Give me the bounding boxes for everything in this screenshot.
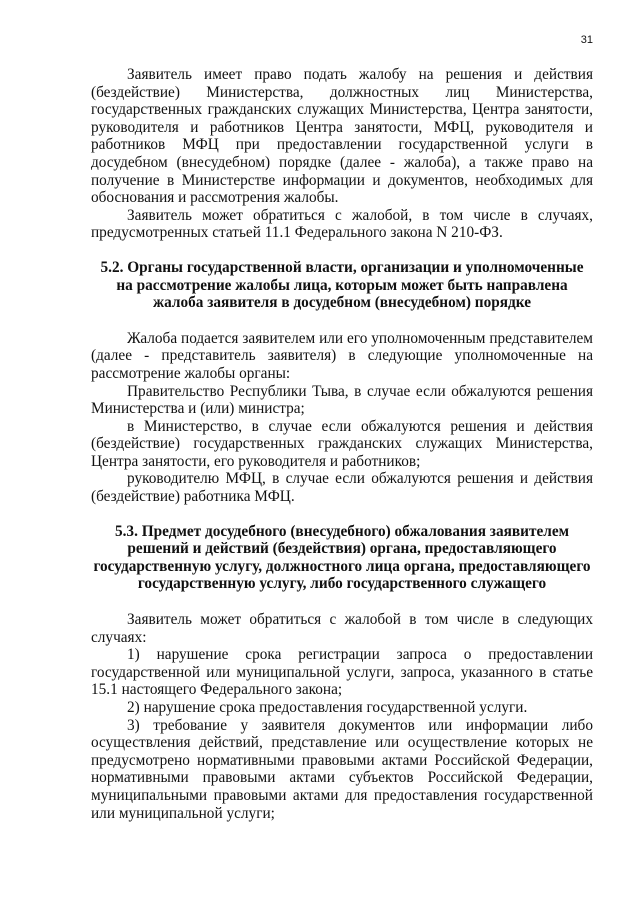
paragraph-ministry: в Министерство, в случае если обжалуются решения и действия (бездействие) государственных гражданских служащих Министерства, Центра занятости, его руководителя и работников; bbox=[91, 417, 593, 470]
section-heading-5-2: 5.2. Органы государственной власти, организации и уполномоченные на рассмотрение жалобы лица, которым может быть направлена жалоба заявителя в досудебном (внесудебном) порядке bbox=[100, 258, 584, 312]
list-item-2: 2) нарушение срока предоставления государственной услуги. bbox=[127, 699, 528, 716]
paragraph-mfc-head: руководителю МФЦ, в случае если обжалуются решения и действия (бездействие) работника МФЦ. bbox=[91, 470, 593, 506]
paragraph-complaint-cases: Заявитель может обратиться с жалобой, в том числе в случаях, предусмотренных статьей 11.1 Федерального закона N 210-ФЗ. bbox=[91, 206, 593, 242]
paragraph-complaint-submission: Жалоба подается заявителем или его уполномоченным представителем (далее - представитель заявителя) в следующие уполномоченные на рассмотрение жалобы органы: bbox=[91, 329, 593, 382]
paragraph-right-to-complain: Заявитель имеет право подать жалобу на решения и действия (бездействие) Министерства, должностных лиц Министерства, государственных гражданских служащих Министерства, Центра занятости, руководителя и работников Центра занятости, МФЦ, руководителя и работников МФЦ при предоставлении государственной услуги в досудебном (внесудебном) порядке (далее - жалоба), а также право на получение в Министерстве информации и документов, необходимых для обоснования и рассмотрения жалобы. bbox=[91, 66, 593, 207]
paragraph-appeal-cases-intro: Заявитель может обратиться с жалобой в том числе в следующих случаях: bbox=[91, 611, 593, 646]
list-item-1: 1) нарушение срока регистрации запроса о предоставлении государственной или муниципальной услуги, запроса, указанного в статье 15.1 настоящего Федерального закона; bbox=[91, 646, 593, 699]
document-body bbox=[91, 66, 593, 822]
list-item-3: 3) требование у заявителя документов или информации либо осуществления действий, представление или осуществление которых не предусмотрено нормативными правовыми актами Российской Федерации, нормативными правовыми актами субъектов Российской Федерации, муниципальными правовыми актами для предоставления государственной или муниципальной услуги; bbox=[91, 716, 593, 822]
section-heading-5-3: 5.3. Предмет досудебного (внесудебного) обжалования заявителем решений и действий (бездействия) органа, предоставляющего государственную услугу, должностного лица органа, предоставляющего государственную услугу, либо государственного служащего bbox=[93, 522, 591, 593]
page-number: 31 bbox=[580, 34, 593, 46]
paragraph-government-tyva: Правительство Республики Тыва, в случае если обжалуются решения Министерства и (или) министра; bbox=[91, 382, 593, 418]
